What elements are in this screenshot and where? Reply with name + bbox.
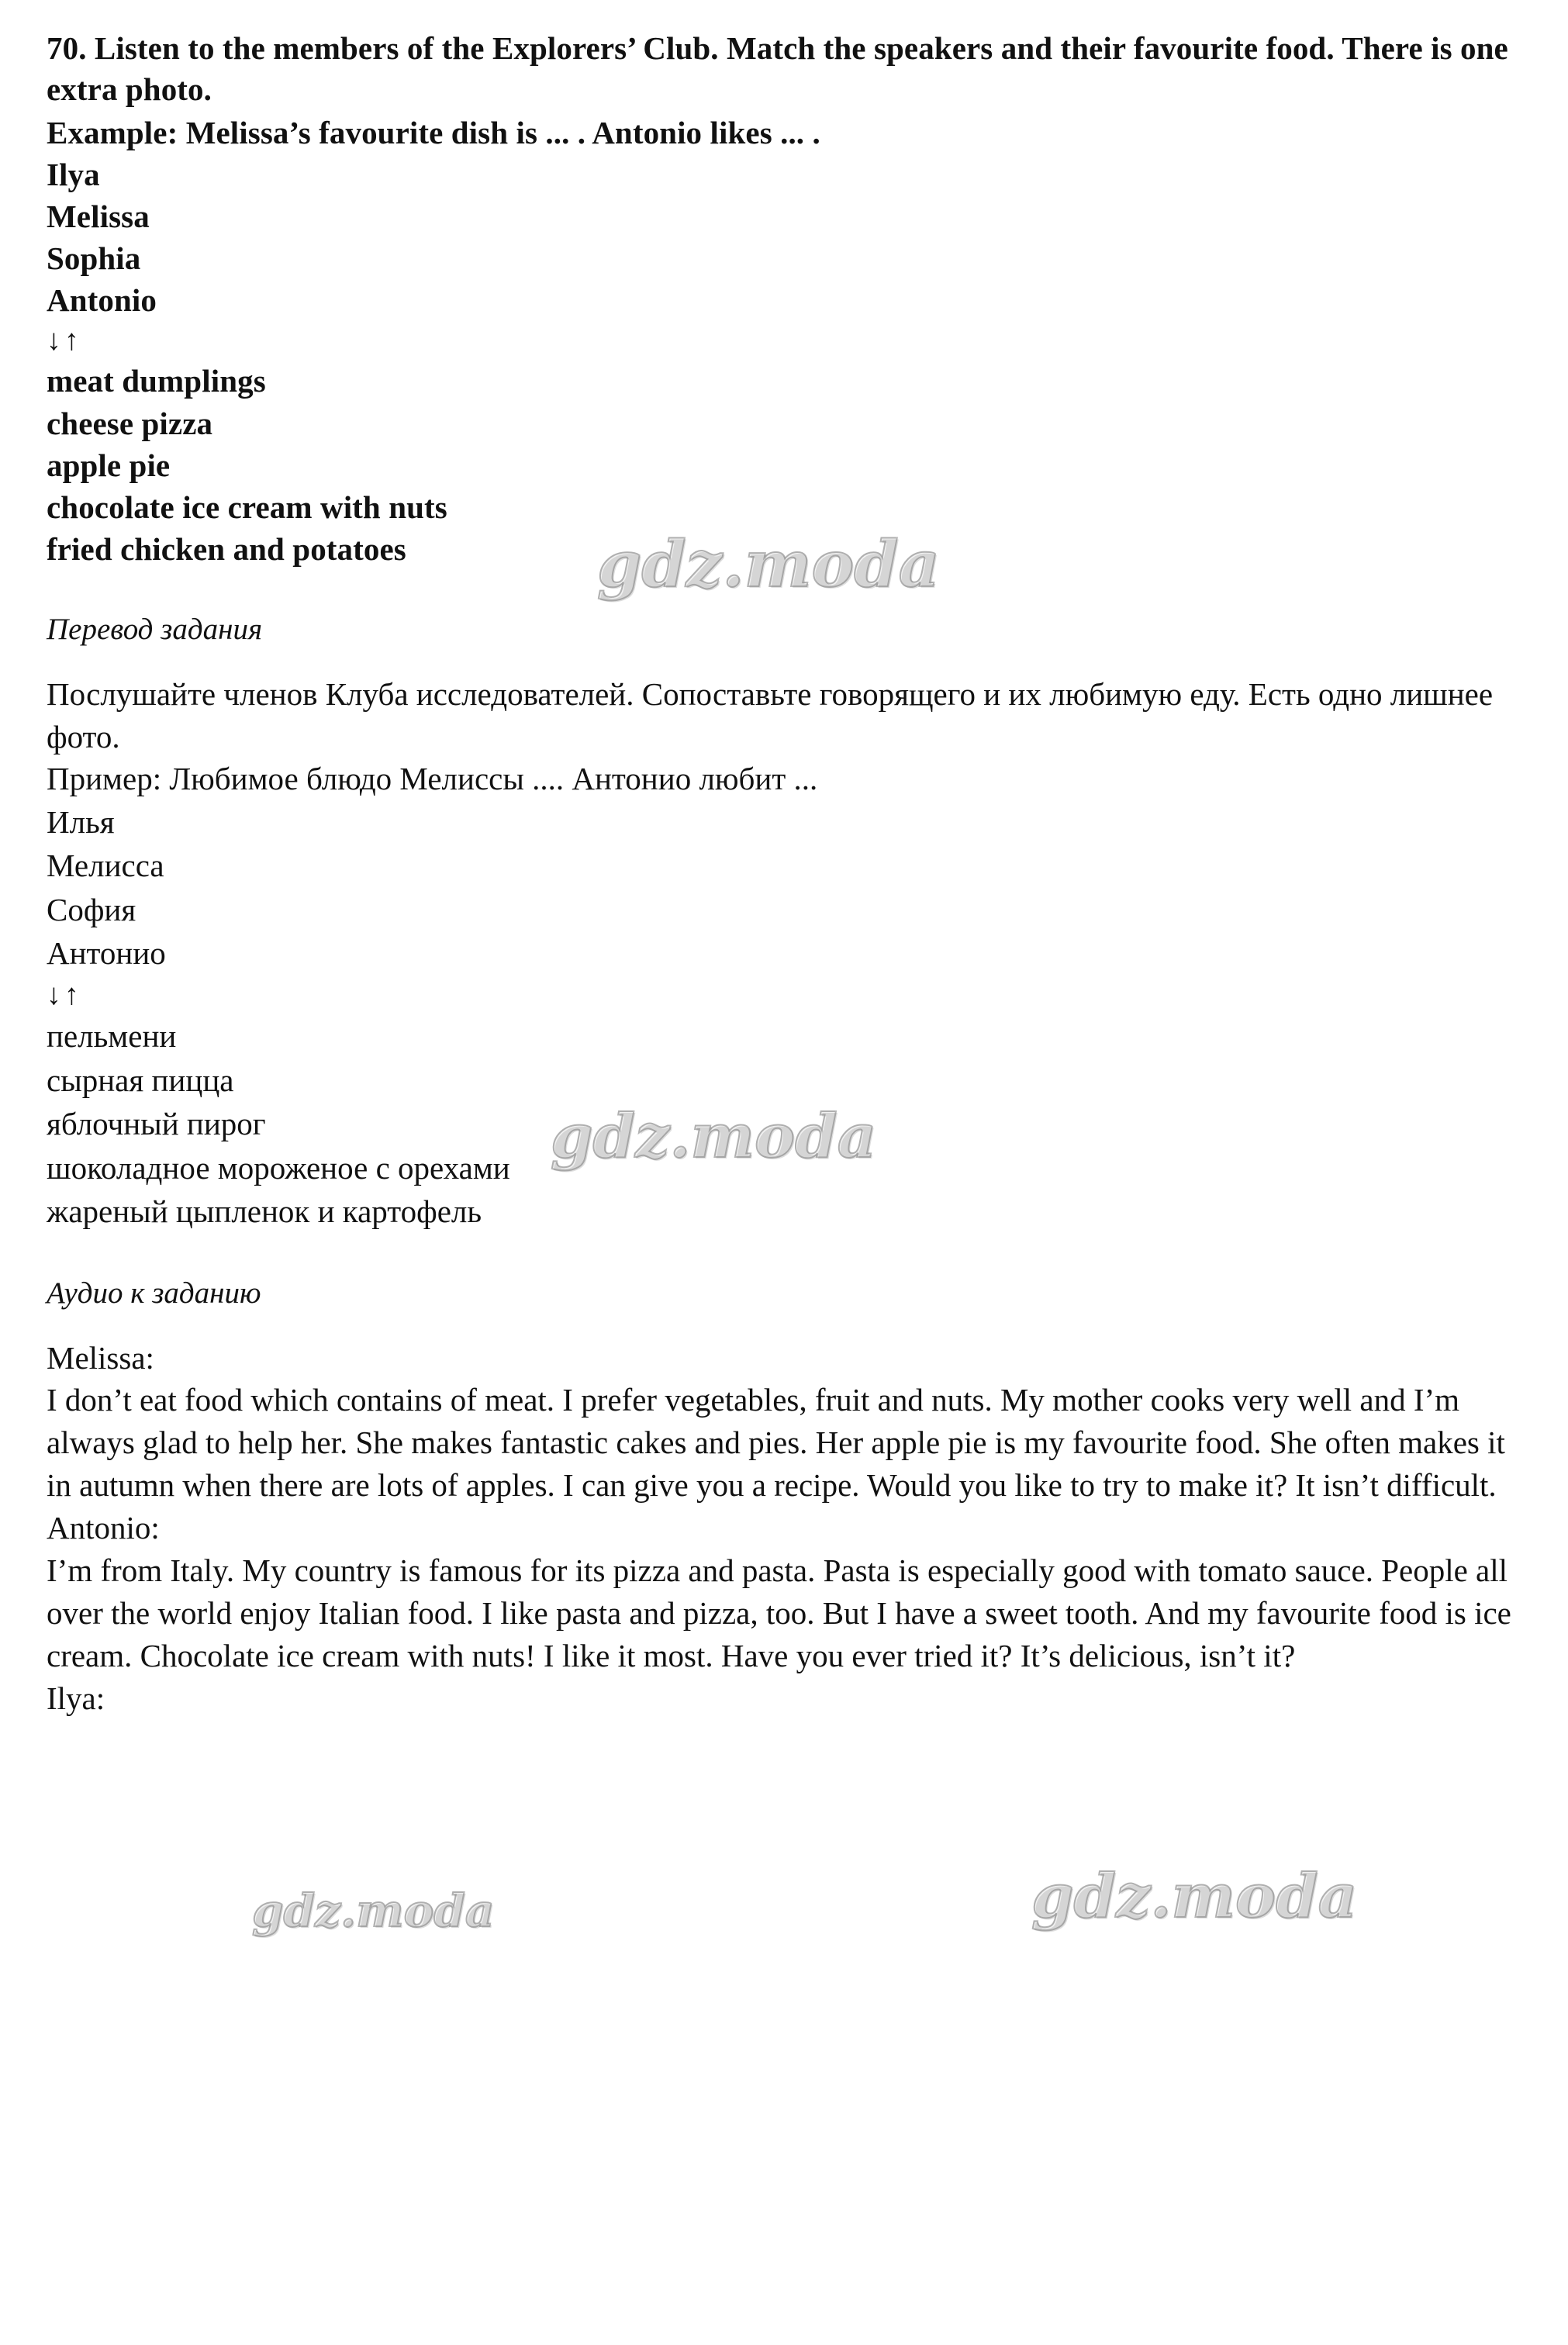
task-food-item: cheese pizza xyxy=(47,405,213,441)
translation-instruction: Послушайте членов Клуба исследователей. Сопоставьте говорящего и их любимую еду. Есть одно лишнее фото. xyxy=(47,676,1494,755)
translation-speaker-item: София xyxy=(47,891,136,927)
audio-speaker-name: Ilya: xyxy=(47,1680,105,1716)
audio-heading: Аудио к заданию xyxy=(47,1276,261,1310)
match-arrows-icon: ↓↑ xyxy=(47,324,82,357)
task-speaker-item: Melissa xyxy=(47,199,150,234)
watermark: gdz.moda xyxy=(1031,1861,1358,1932)
task-food-item: apple pie xyxy=(47,447,171,483)
task-instruction xyxy=(47,28,1521,111)
translation-speaker-item: Мелисса xyxy=(47,848,164,884)
task-food-item: chocolate ice cream with nuts xyxy=(47,489,447,525)
task-instruction-text: Listen to the members of the Explorers’ Club. Match the speakers and their favourite food. There is one extra photo. xyxy=(47,30,1508,108)
audio-speaker-name: Antonio: xyxy=(47,1510,160,1546)
task-food-item: meat dumplings xyxy=(47,363,266,399)
task-block xyxy=(47,28,1521,570)
task-speaker-item: Sophia xyxy=(47,240,141,277)
translation-speaker-item: Илья xyxy=(47,803,115,840)
audio-speech-text: I’m from Italy. My country is famous for its pizza and pasta. Pasta is especially good with tomato sauce. People all over the world enjoy Italian food. I like pasta and pizza, too. But I have a sweet tooth. And my favourite food is ice cream. Chocolate ice cream with nuts! I like it most. Have you ever tried it? It’s delicious, isn’t it? xyxy=(47,1552,1511,1673)
translation-heading: Перевод задания xyxy=(47,613,263,647)
task-speaker-item: Antonio xyxy=(47,282,157,319)
translation-food-item: шоколадное мороженое с орехами xyxy=(47,1149,510,1186)
translation-food-item: сырная пицца xyxy=(47,1062,234,1098)
task-speaker-item: Ilya xyxy=(47,156,100,192)
watermark: gdz.moda xyxy=(551,1101,877,1172)
audio-speaker-name: Melissa: xyxy=(47,1339,154,1376)
translation-food-item: пельмени xyxy=(47,1018,177,1055)
task-food-item: fried chicken and potatoes xyxy=(47,530,406,567)
translation-example: Пример: Любимое блюдо Мелиссы .... Антонио любит ... xyxy=(47,761,818,797)
translation-food-item: жареный цыпленок и картофель xyxy=(47,1193,482,1230)
watermark: gdz.moda xyxy=(597,527,940,602)
translation-food-item: яблочный пирог xyxy=(47,1106,266,1142)
translation-speaker-item: Антонио xyxy=(47,935,166,972)
task-example: Example: Melissa’s favourite dish is ... . Antonio likes ... . xyxy=(47,114,820,150)
watermark: gdz.moda xyxy=(252,1884,495,1937)
audio-block xyxy=(47,1337,1521,1719)
match-arrows-icon: ↓↑ xyxy=(47,978,82,1011)
audio-speech-text: I don’t eat food which contains of meat. I prefer vegetables, fruit and nuts. My mother cooks very well and I’m always glad to help her. She makes fantastic cakes and pies. Her apple pie is my favourite food. She often makes it in autumn when there are lots of apples. I can give you a recipe. Would you like to try to make it? It isn’t difficult. xyxy=(47,1382,1505,1504)
task-number: 70. xyxy=(47,30,87,66)
translation-block xyxy=(47,673,1521,1234)
